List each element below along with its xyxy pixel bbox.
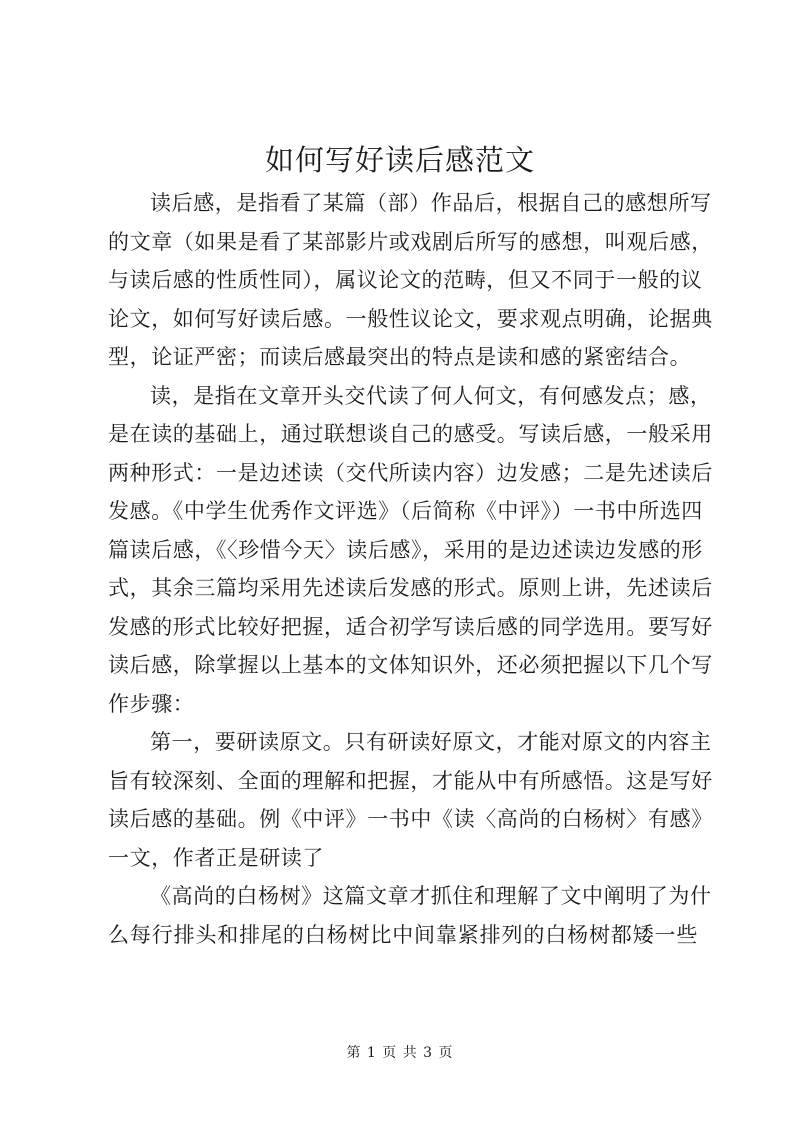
- text-line: 读，是指在文章开头交代读了何人何文，有何感发点；感，: [150, 383, 712, 408]
- text-line: 是在读的基础上，通过联想谈自己的感受。写读后感，一般采用: [108, 422, 713, 446]
- text-line: 篇读后感，《〈珍惜今天〉读后感》，采用的是边述读边发感的形: [108, 537, 703, 562]
- text-line: 型，论证严密；而读后感最突出的特点是读和感的紧密结合。: [108, 345, 692, 369]
- text-line: 作步骤：: [108, 691, 195, 716]
- page-number-footer: 第 1 页 共 3 页: [346, 1045, 454, 1061]
- text-line: 读后感的基础。例《中评》一书中《读〈高尚的白杨树〉有感》: [108, 807, 713, 831]
- paragraph-4: [108, 877, 712, 954]
- text-line: 读后感，是指看了某篇（部）作品后，根据自己的感想所写: [150, 191, 712, 215]
- text-line: 么每行排头和排尾的白杨树比中间靠紧排列的白杨树都矮一些: [108, 922, 698, 947]
- text-line: 读后感，除掌握以上基本的文体知识外，还必须把握以下几个写: [108, 653, 713, 677]
- text-line: 旨有较深刻、全面的理解和把握，才能从中有所感悟。这是写好: [108, 768, 713, 793]
- text-line: 一文，作者正是研读了: [108, 845, 324, 870]
- document-body: [108, 184, 713, 954]
- paragraph-1: [108, 184, 713, 377]
- text-line: 式，其余三篇均采用先述读后发感的形式。原则上讲，先述读后: [108, 576, 713, 600]
- paragraph-2: [108, 377, 713, 724]
- paragraph-3: [108, 723, 713, 877]
- text-line: 两种形式：一是边述读（交代所读内容）边发感；二是先述读后: [108, 460, 713, 485]
- text-line: 发感。《中学生优秀作文评选》（后简称《中评》）一书中所选四: [108, 499, 703, 523]
- document-title: 如何写好读后感范文: [264, 143, 535, 177]
- text-line: 发感的形式比较好把握，适合初学写读后感的同学选用。要写好: [108, 614, 713, 639]
- text-line: 论文，如何写好读后感。一般性议论文，要求观点明确，论据典: [108, 306, 713, 331]
- text-line: 与读后感的性质性同），属议论文的范畴，但又不同于一般的议: [108, 268, 703, 292]
- text-line: 的文章（如果是看了某部影片或戏剧后所写的感想，叫观后感，: [108, 229, 713, 254]
- text-line: 第一，要研读原文。只有研读好原文，才能对原文的内容主: [150, 730, 712, 754]
- text-line: 《高尚的白杨树》这篇文章才抓住和理解了文中阐明了为什: [150, 884, 712, 908]
